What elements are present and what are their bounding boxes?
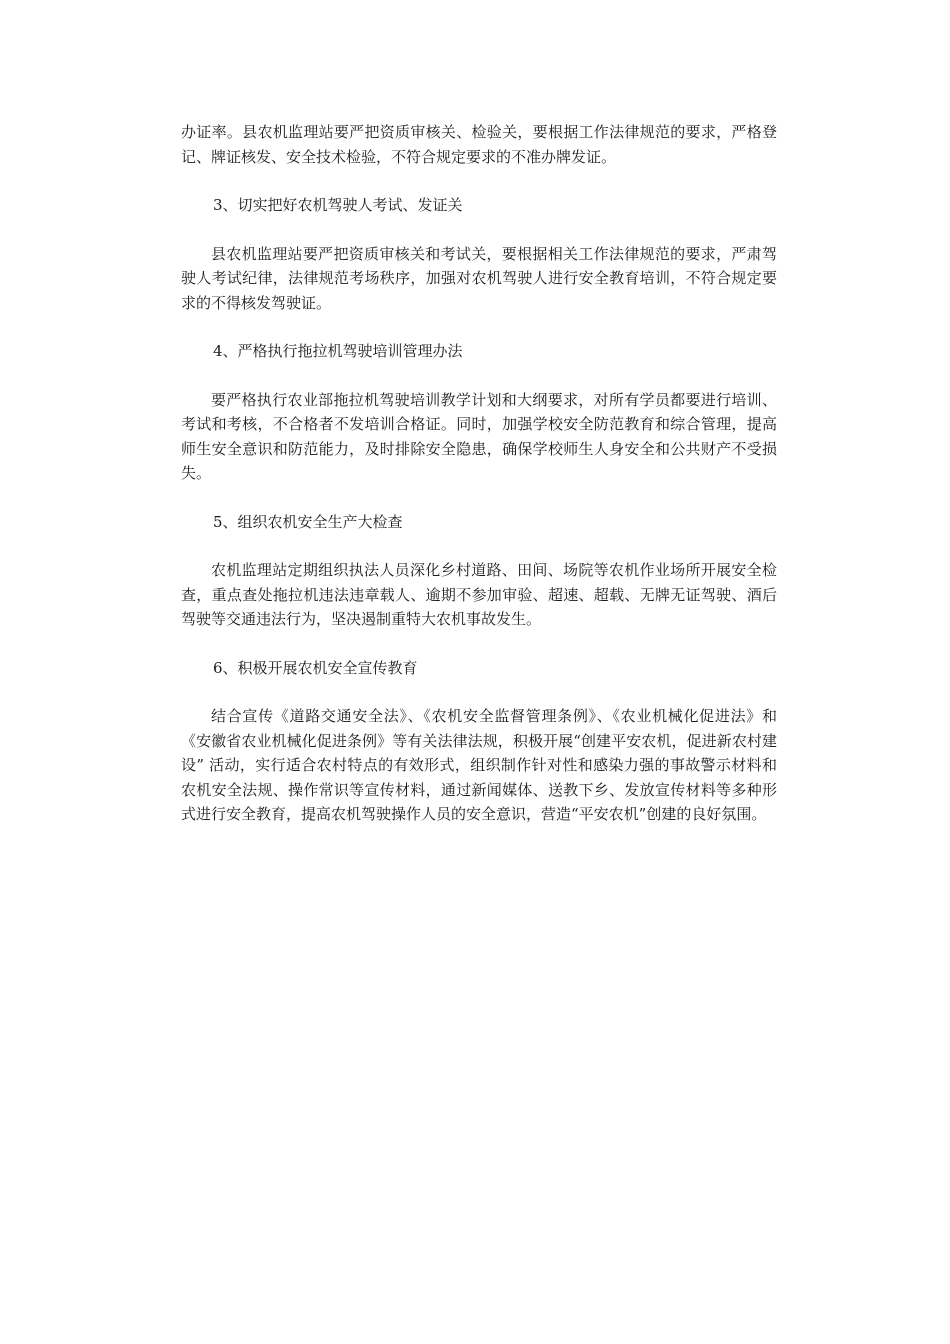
spacer (181, 218, 777, 242)
section-heading-4: 4、严格执行拖拉机驾驶培训管理办法 (213, 342, 463, 360)
section-body-6: 结合宣传《道路交通安全法》、《农机安全监督管理条例》、《农业机械化促进法》和《安徽省农业机械化促进条例》等有关法律法规，积极开展“创建平安农机，促进新农村建设” 活动，实行适合农村特点的有效形式，组织制作针对性和感染力强的事故警示材料和农机安全法规、操作常识等宣传材料，通过新闻媒体、送教下乡、发放宣传材料等多种形式进行安全教育，提高农机驾驶操作人员的安全意识，营造“平安农机”创建的良好氛围。 (181, 707, 777, 823)
spacer (181, 169, 777, 193)
spacer (181, 486, 777, 510)
section-body-5: 农机监理站定期组织执法人员深化乡村道路、田间、场院等农机作业场所开展安全检查，重点查处拖拉机违法违章载人、逾期不参加审验、超速、超载、无牌无证驾驶、酒后驾驶等交通违法行为，坚决遏制重特大农机事故发生。 (181, 561, 777, 628)
section-body-3: 县农机监理站要严把资质审核关和考试关，要根据相关工作法律规范的要求，严肃驾驶人考试纪律，法律规范考场秩序，加强对农机驾驶人进行安全教育培训，不符合规定要求的不得核发驾驶证。 (181, 244, 777, 312)
section-heading-5: 5、组织农机安全生产大检查 (213, 512, 403, 531)
spacer (181, 315, 777, 339)
section-heading-6: 6、积极开展农机安全宣传教育 (213, 658, 418, 677)
section-heading-3: 3、切实把好农机驾驶人考试、发证关 (213, 196, 463, 214)
intro-paragraph: 办证率。县农机监理站要严把资质审核关、检验关，要根据工作法律规范的要求，严格登记、牌证核发、安全技术检验，不符合规定要求的不准办牌发证。 (181, 123, 777, 166)
spacer (181, 534, 777, 558)
spacer (181, 680, 777, 704)
document-page (181, 120, 777, 827)
section-body-4: 要严格执行农业部拖拉机驾驶培训教学计划和大纲要求，对所有学员都要进行培训、考试和考核，不合格者不发培训合格证。同时，加强学校安全防范教育和综合管理，提高师生安全意识和防范能力，及时排除安全隐患，确保学校师生人身安全和公共财产不受损失。 (181, 390, 777, 482)
spacer (181, 364, 777, 388)
spacer (181, 632, 777, 656)
